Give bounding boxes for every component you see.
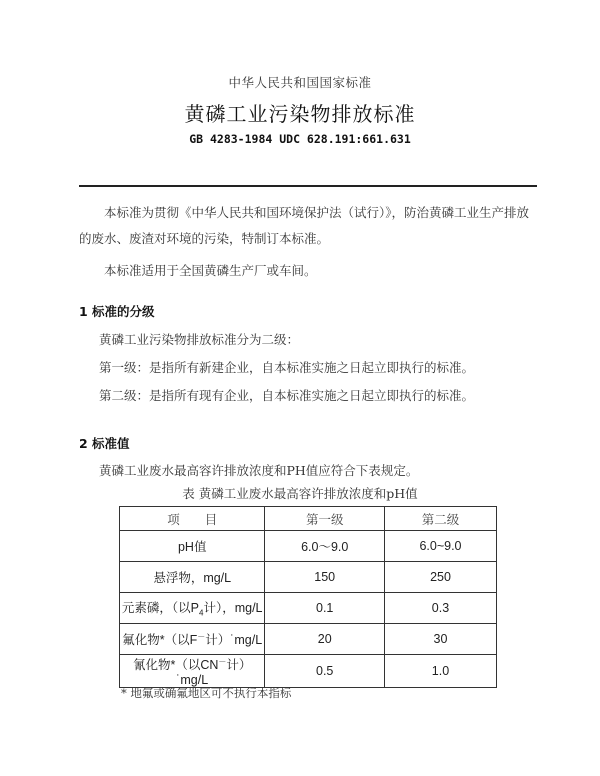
table-row bbox=[120, 655, 497, 688]
level-1-cell: 150 bbox=[265, 562, 385, 593]
subscript: 4 bbox=[199, 608, 204, 618]
table-header-row bbox=[120, 507, 497, 531]
issuing-organization: 中华人民共和国国家标准 bbox=[228, 75, 372, 90]
item-cell bbox=[120, 593, 265, 624]
table-caption: 表 黄磷工业废水最高容许排放浓度和pH值 bbox=[182, 486, 418, 501]
level-1-cell: 0.5 bbox=[265, 655, 385, 688]
level-2-cell: 1.0 bbox=[384, 655, 496, 688]
item-text: 计）˙mg/L bbox=[205, 633, 263, 647]
level-2-cell: 0.3 bbox=[384, 593, 496, 624]
level-1-cell: 6.0～9.0 bbox=[265, 531, 385, 562]
section-1-line: 黄磷工业污染物排放标准分为二级： bbox=[99, 332, 300, 347]
item-cell: 悬浮物，mg/L bbox=[120, 562, 265, 593]
item-cell bbox=[120, 655, 265, 688]
section-2-heading: 2 标准值 bbox=[79, 436, 130, 451]
item-cell: pH值 bbox=[120, 531, 265, 562]
section-1-heading: 1 标准的分级 bbox=[79, 304, 155, 319]
superscript: － bbox=[197, 631, 206, 641]
item-text: 氰化物*（以CN bbox=[132, 658, 219, 672]
item-text: 计）˙mg/L bbox=[176, 658, 252, 687]
superscript: － bbox=[218, 656, 227, 666]
level-1-cell: 20 bbox=[265, 624, 385, 655]
table-footnote: * 地氟或确氟地区可不执行本指标 bbox=[121, 686, 292, 700]
standard-code: GB 4283-1984 UDC 628.191:661.631 bbox=[189, 132, 411, 146]
section-1-body bbox=[99, 326, 474, 410]
intro-paragraph-2: 本标准适用于全国黄磷生产厂或车间。 bbox=[104, 263, 317, 278]
level-2-cell: 30 bbox=[384, 624, 496, 655]
intro-section bbox=[79, 200, 541, 284]
section-2-intro: 黄磷工业废水最高容许排放浓度和PH值应符合下表规定。 bbox=[99, 463, 419, 478]
item-text: 计），mg/L bbox=[203, 601, 263, 616]
intro-paragraph-1: 本标准为贯彻《中华人民共和国环境保护法（试行）》，防治黄磷工业生产排放的废水、废渣对环境的污染，特制订本标准。 bbox=[79, 205, 530, 246]
document-title: 黄磷工业污染物排放标准 bbox=[184, 102, 416, 126]
title-divider bbox=[79, 185, 537, 187]
table-row bbox=[120, 562, 497, 593]
item-cell bbox=[120, 624, 265, 655]
section-1-line: 第二级：是指所有现有企业，自本标准实施之日起立即执行的标准。 bbox=[99, 388, 475, 403]
level-2-cell: 6.0~9.0 bbox=[384, 531, 496, 562]
level-2-cell: 250 bbox=[384, 562, 496, 593]
column-header-level-1: 第一级 bbox=[265, 507, 385, 531]
section-1-line: 第一级：是指所有新建企业，自本标准实施之日起立即执行的标准。 bbox=[99, 360, 475, 375]
column-header-item: 项 目 bbox=[120, 507, 265, 531]
item-text: 元素磷，（以P bbox=[121, 601, 199, 616]
item-text: 氟化物*（以F bbox=[122, 633, 198, 647]
level-1-cell: 0.1 bbox=[265, 593, 385, 624]
column-header-level-2: 第二级 bbox=[384, 507, 496, 531]
emission-standards-table bbox=[119, 506, 497, 688]
table-row bbox=[120, 624, 497, 655]
table-row bbox=[120, 531, 497, 562]
table-row bbox=[120, 593, 497, 624]
